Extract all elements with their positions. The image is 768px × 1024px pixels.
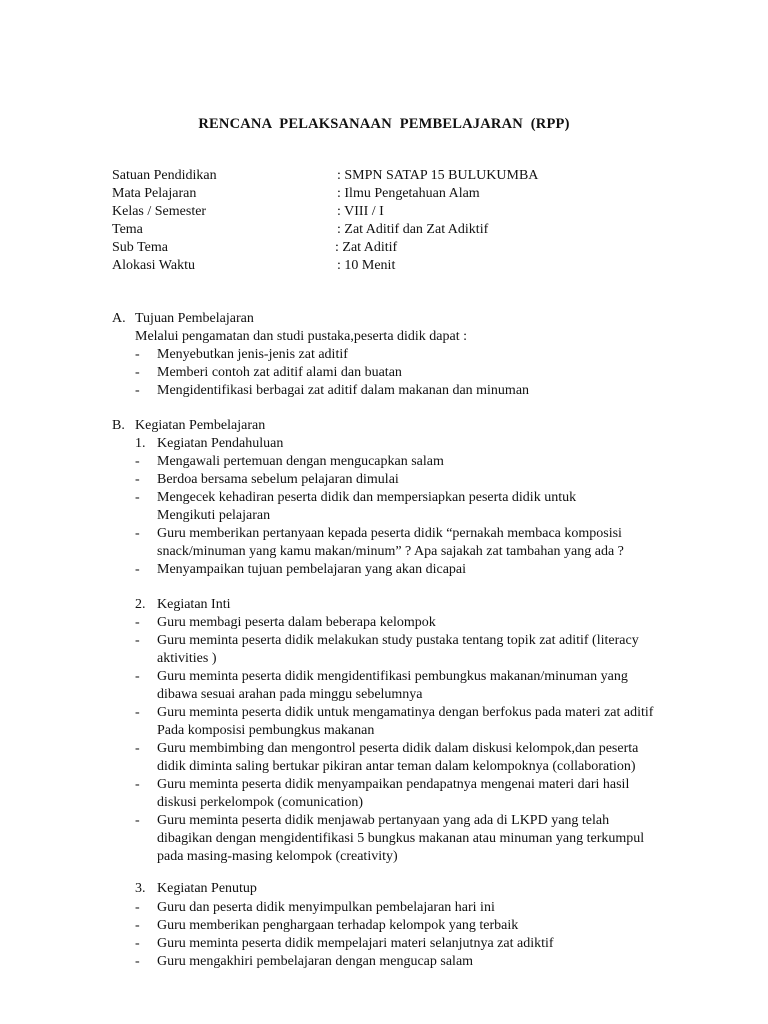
list-item-continuation: Mengikuti pelajaran: [157, 508, 271, 523]
meta-value: : Ilmu Pengetahuan Alam: [337, 186, 480, 201]
bullet-dash: -: [135, 705, 140, 720]
section-a-intro: Melalui pengamatan dan studi pustaka,peserta didik dapat :: [135, 329, 468, 344]
bullet-dash: -: [135, 669, 140, 684]
bullet-dash: -: [135, 777, 140, 792]
document-title: RENCANA PELAKSANAAN PEMBELAJARAN (RPP): [198, 116, 570, 132]
list-item: Guru mengakhiri pembelajaran dengan mengucap salam: [157, 954, 474, 969]
bullet-dash: -: [135, 741, 140, 756]
subsection-1-heading: Kegiatan Pendahuluan: [157, 436, 284, 451]
list-item-continuation: didik diminta saling bertukar pikiran antar teman dalam kelompoknya (collaboration): [157, 759, 636, 774]
list-item: Guru meminta peserta didik mengidentifikasi pembungkus makanan/minuman yang: [157, 669, 628, 684]
bullet-dash: -: [135, 490, 140, 505]
meta-label: Kelas / Semester: [112, 204, 207, 219]
meta-value: : Zat Aditif: [335, 240, 398, 255]
bullet-dash: -: [135, 954, 140, 969]
meta-value: : Zat Aditif dan Zat Adiktif: [337, 222, 489, 237]
meta-label: Mata Pelajaran: [112, 186, 197, 201]
section-b-letter: B.: [112, 418, 125, 433]
list-item-continuation: pada masing-masing kelompok (creativity): [157, 849, 398, 864]
meta-row-kelas-semester: [112, 203, 712, 221]
bullet-dash: -: [135, 936, 140, 951]
list-item: Guru meminta peserta didik melakukan study pustaka tentang topik zat aditif (literacy: [157, 633, 639, 648]
list-item: Guru dan peserta didik menyimpulkan pembelajaran hari ini: [157, 900, 495, 915]
list-item-continuation: dibagikan dengan mengidentifikasi 5 bungkus makanan atau minuman yang terkumpul: [157, 831, 645, 846]
subsection-3-heading: Kegiatan Penutup: [157, 881, 257, 896]
list-item: Guru meminta peserta didik untuk mengamatinya dengan berfokus pada materi zat aditif: [157, 705, 654, 720]
bullet-dash: -: [135, 615, 140, 630]
list-item-continuation: snack/minuman yang kamu makan/minum” ? Apa sajakah zat tambahan yang ada ?: [157, 544, 624, 559]
section-a-heading: Tujuan Pembelajaran: [135, 311, 254, 326]
list-item: Mengecek kehadiran peserta didik dan mempersiapkan peserta didik untuk: [157, 490, 577, 505]
list-item: Menyebutkan jenis-jenis zat aditif: [157, 347, 348, 362]
subsection-1-number: 1.: [135, 436, 146, 451]
list-item: Menyampaikan tujuan pembelajaran yang akan dicapai: [157, 562, 467, 577]
bullet-dash: -: [135, 562, 140, 577]
bullet-dash: -: [135, 918, 140, 933]
list-item: Guru memberikan pertanyaan kepada peserta didik “pernakah membaca komposisi: [157, 526, 622, 541]
bullet-dash: -: [135, 813, 140, 828]
meta-value: : SMPN SATAP 15 BULUKUMBA: [337, 168, 539, 183]
bullet-dash: -: [135, 454, 140, 469]
list-item-continuation: aktivities ): [157, 651, 217, 666]
subsection-3-number: 3.: [135, 881, 146, 896]
bullet-dash: -: [135, 383, 140, 398]
meta-row-alokasi-waktu: [112, 257, 712, 275]
meta-value: : 10 Menit: [337, 258, 396, 273]
list-item: Berdoa bersama sebelum pelajaran dimulai: [157, 472, 399, 487]
meta-label: Alokasi Waktu: [112, 258, 195, 273]
list-item-continuation: diskusi perkelompok (comunication): [157, 795, 364, 810]
bullet-dash: -: [135, 347, 140, 362]
list-item: Guru membagi peserta dalam beberapa kelompok: [157, 615, 436, 630]
meta-label: Sub Tema: [112, 240, 168, 255]
meta-row-sub-tema: [112, 239, 712, 257]
bullet-dash: -: [135, 526, 140, 541]
list-item: Guru meminta peserta didik menjawab pertanyaan yang ada di LKPD yang telah: [157, 813, 610, 828]
bullet-dash: -: [135, 900, 140, 915]
list-item-continuation: Pada komposisi pembungkus makanan: [157, 723, 375, 738]
list-item: Memberi contoh zat aditif alami dan buatan: [157, 365, 402, 380]
list-item-continuation: dibawa sesuai arahan pada minggu sebelumnya: [157, 687, 423, 702]
section-b-heading: Kegiatan Pembelajaran: [135, 418, 266, 433]
meta-value: : VIII / I: [337, 204, 384, 219]
list-item: Guru memberikan penghargaan terhadap kelompok yang terbaik: [157, 918, 519, 933]
subsection-2-number: 2.: [135, 597, 146, 612]
meta-row-satuan-pendidikan: [112, 167, 712, 185]
meta-row-tema: [112, 221, 712, 239]
meta-row-mata-pelajaran: [112, 185, 712, 203]
list-item: Mengawali pertemuan dengan mengucapkan salam: [157, 454, 444, 469]
list-item: Mengidentifikasi berbagai zat aditif dalam makanan dan minuman: [157, 383, 530, 398]
bullet-dash: -: [135, 365, 140, 380]
list-item: Guru meminta peserta didik menyampaikan pendapatnya mengenai materi dari hasil: [157, 777, 630, 792]
section-a-letter: A.: [112, 311, 126, 326]
bullet-dash: -: [135, 633, 140, 648]
identity-table: [112, 167, 712, 275]
subsection-2-heading: Kegiatan Inti: [157, 597, 231, 612]
meta-label: Satuan Pendidikan: [112, 168, 217, 183]
meta-label: Tema: [112, 222, 143, 237]
list-item: Guru meminta peserta didik mempelajari materi selanjutnya zat adiktif: [157, 936, 554, 951]
list-item: Guru membimbing dan mengontrol peserta didik dalam diskusi kelompok,dan peserta: [157, 741, 639, 756]
bullet-dash: -: [135, 472, 140, 487]
